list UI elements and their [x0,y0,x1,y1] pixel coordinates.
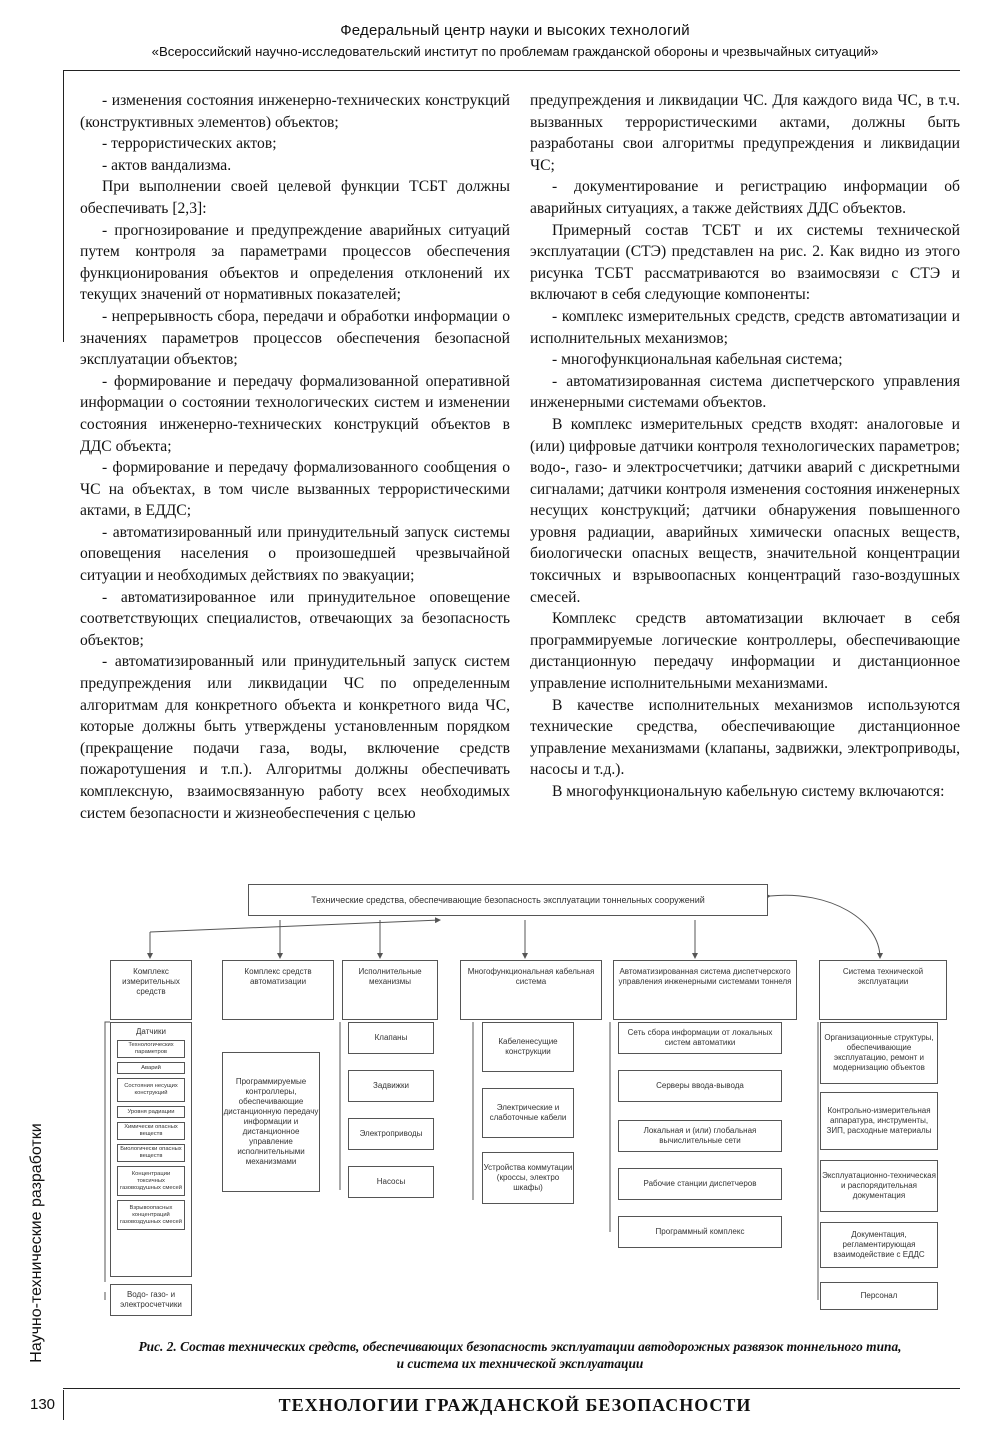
actuator-valves: Клапаны [348,1022,434,1054]
journal-header-title: Федеральный центр науки и высоких технологий [340,22,690,39]
diagram-top-box: Технические средства, обеспечивающие безопасность эксплуатации тоннельных сооружений [248,884,768,916]
actuator-gates: Задвижки [348,1070,434,1102]
paragraph: - автоматизированный или принудительный запуск систем предупреждения или ликвидации ЧС по определенным алгоритмам для конкретного объекта и конкретного вида ЧС, которые должны быть утверждены установленным порядком (прекращение подачи газа, воды, включение средств пожаротушения и т.п.). Алгоритмы должны обеспечивать комплексную, взаимосвязанную работу всех необходимых систем безопасности и жизнеобеспечения с целью [80,653,510,822]
actuator-pumps: Насосы [348,1166,434,1198]
sensor-item: Химически опасных веществ [117,1122,185,1140]
left-text-column [80,90,510,824]
header-rule [63,70,960,71]
ste-documentation: Эксплуатационно-техническая и распорядительная документация [820,1160,938,1212]
paragraph: Комплекс средств автоматизации включает в себя программируемые логические контроллеры, обеспечивающие дистанционную передачу информации и дистанционное управление исполнительными механизмами. [530,610,960,693]
figure-caption [75,1338,965,1372]
connector [150,920,440,932]
sensor-item: Технологических параметров [117,1040,185,1058]
paragraph: - документирование и регистрацию информации об аварийных ситуациях, а также действиях ДДС объектов. [530,178,960,217]
paragraph: - актов вандализма. [102,156,232,174]
paragraph: В многофункциональную кабельную систему включаются: [552,783,945,800]
category-cable-system: Многофункциональная кабельная система [460,960,602,1020]
paragraph: - автоматизированное или принудительное оповещение соответствующих специалистов, отвечающих за безопасность объектов; [80,588,510,649]
category-measuring: Комплекс измерительных средств [110,960,192,1020]
paragraph: предупреждения и ликвидации ЧС. Для каждого вида ЧС, в т.ч. вызванных террористическими актами, должны быть разработаны свои алгоритмы предупреждения и ликвидации ЧС; [530,92,960,174]
category-asdu: Автоматизированная система диспетчерского управления инженерными системами тоннеля [613,960,797,1020]
asdu-network: Сеть сбора информации от локальных систем автоматики [618,1022,782,1054]
ste-edds-docs: Документация, регламентирующая взаимодействие с ЕДДС [820,1222,938,1268]
paragraph: - формирование и передачу формализованной оперативной информации о состоянии технологических систем и изменении состояния инженерно-технических конструкций объектов в ДДС объекта; [80,372,510,455]
asdu-software: Программный комплекс [618,1216,782,1248]
paragraph: - автоматизированный или принудительный запуск системы оповещения населения о произошедшей чрезвычайной ситуации и необходимых действиях по эвакуации; [80,523,510,585]
paragraph: В качестве исполнительных механизмов используются технические средства, обеспечивающие дистанционное управление механизмами (клапаны, задвижки, электроприводы, насосы и т.д.). [530,696,960,779]
actuator-drives: Электроприводы [348,1118,434,1150]
paragraph: - террористических актов; [102,135,277,153]
page-number: 130 [30,1396,56,1413]
sensors-group [110,1022,192,1277]
cable-switching: Устройства коммутации (кроссы, электро шкафы) [482,1152,574,1204]
paragraph: - формирование и передачу формализованного сообщения о ЧС на объектах, в том числе вызванных террористическими актами, в ЕДДС; [80,459,510,520]
margin-rule-top [63,70,64,342]
caption-line: Рис. 2. Состав технических средств, обеспечивающих безопасность эксплуатации автодорожных развязок тоннельного типа, [138,1339,902,1354]
asdu-lan-wan: Локальная и (или) глобальная вычислительные сети [618,1120,782,1152]
asdu-servers: Серверы ввода-вывода [618,1070,782,1102]
paragraph: - многофункциональная кабельная система; [552,351,843,369]
figure-structure-diagram [90,880,960,1320]
paragraph: - прогнозирование и предупреждение аварийных ситуаций путем контроля за параметрами процессов обеспечения функционирования объектов и определения отклонений их текущих значений от нормативных показателей; [80,221,510,304]
footer-rule [63,1388,960,1389]
paragraph: В комплекс измерительных средств входят: аналоговые и (или) цифровые датчики контроля технологических параметров; водо-, газо- и электросчетчики; датчики аварий с дискретными сигналами; датчики контроля изменения состояния инженерных несущих конструкций; датчики обнаружения повышенного уровня радиации, аварийных химически опасных веществ, биологически опасных веществ, значительной концентрации токсичных и взрывоопасных концентраций газо-воздушных смесей. [530,415,960,606]
paragraph: Примерный состав ТСБТ и их системы технической эксплуатации (СТЭ) представлен на рис. 2. Как видно из этого рисунка ТСБТ рассматриваются во взаимосвязи с СТЭ и включают в себя следующие компоненты: [530,221,960,304]
sensors-title: Датчики [136,1027,166,1036]
sensor-item: Состояния несущих конструкций [117,1078,185,1102]
connector [770,895,880,958]
caption-line: и система их технической эксплуатации [396,1356,644,1371]
paragraph: - комплекс измерительных средств, средств автоматизации и исполнительных механизмов; [530,307,960,347]
ste-personnel: Персонал [820,1282,938,1310]
journal-header-institute: «Всероссийский научно-исследовательский институт по проблемам гражданской обороны и чрезвычайных ситуаций» [151,44,879,59]
journal-footer-title: ТЕХНОЛОГИИ ГРАЖДАНСКОЙ БЕЗОПАСНОСТИ [278,1395,752,1415]
section-label: Научно-технические разработки [28,1123,45,1363]
ste-equipment: Контрольно-измерительная аппаратура, инструменты, ЗИП, расходные материалы [820,1092,938,1150]
paragraph: - непрерывность сбора, передачи и обработки информации о значениях параметров процессов обеспечения безопасной эксплуатации объектов; [80,307,510,369]
paragraph: При выполнении своей целевой функции ТСБТ должны обеспечивать [2,3]: [80,178,510,217]
sensor-item: Взрывоопасных концентраций газовоздушных смесей [117,1200,185,1230]
asdu-workstations: Рабочие станции диспетчеров [618,1168,782,1200]
category-automation: Комплекс средств автоматизации [222,960,334,1020]
section-sidebar [22,1112,52,1374]
meters-box: Водо- газо- и электросчетчики [110,1284,192,1316]
sensor-item: Аварий [117,1062,185,1074]
margin-rule-bottom [63,1390,64,1420]
paragraph: - изменения состояния инженерно-технических конструкций (конструктивных элементов) объектов; [80,92,510,131]
cable-wires: Электрические и слаботочные кабели [482,1088,574,1138]
sensor-item: Уровня радиации [117,1106,185,1118]
ste-organization: Организационные структуры, обеспечивающие эксплуатацию, ремонт и модернизацию объектов [820,1022,938,1084]
right-text-column [530,90,960,803]
sensor-item: Концентрации токсичных газовоздушных смесей [117,1166,185,1196]
category-ste: Система технической эксплуатации [819,960,947,1020]
automation-box: Программируемые контроллеры, обеспечивающие дистанционную передачу информации и дистанционное управление исполнительными механизмами [222,1052,320,1192]
cable-structures: Кабеленесущие конструкции [482,1022,574,1072]
category-actuators: Исполнительные механизмы [342,960,438,1020]
paragraph: - автоматизированная система диспетчерского управления инженерными системами объектов. [530,372,960,412]
sensor-item: Биологически опасных веществ [117,1144,185,1162]
